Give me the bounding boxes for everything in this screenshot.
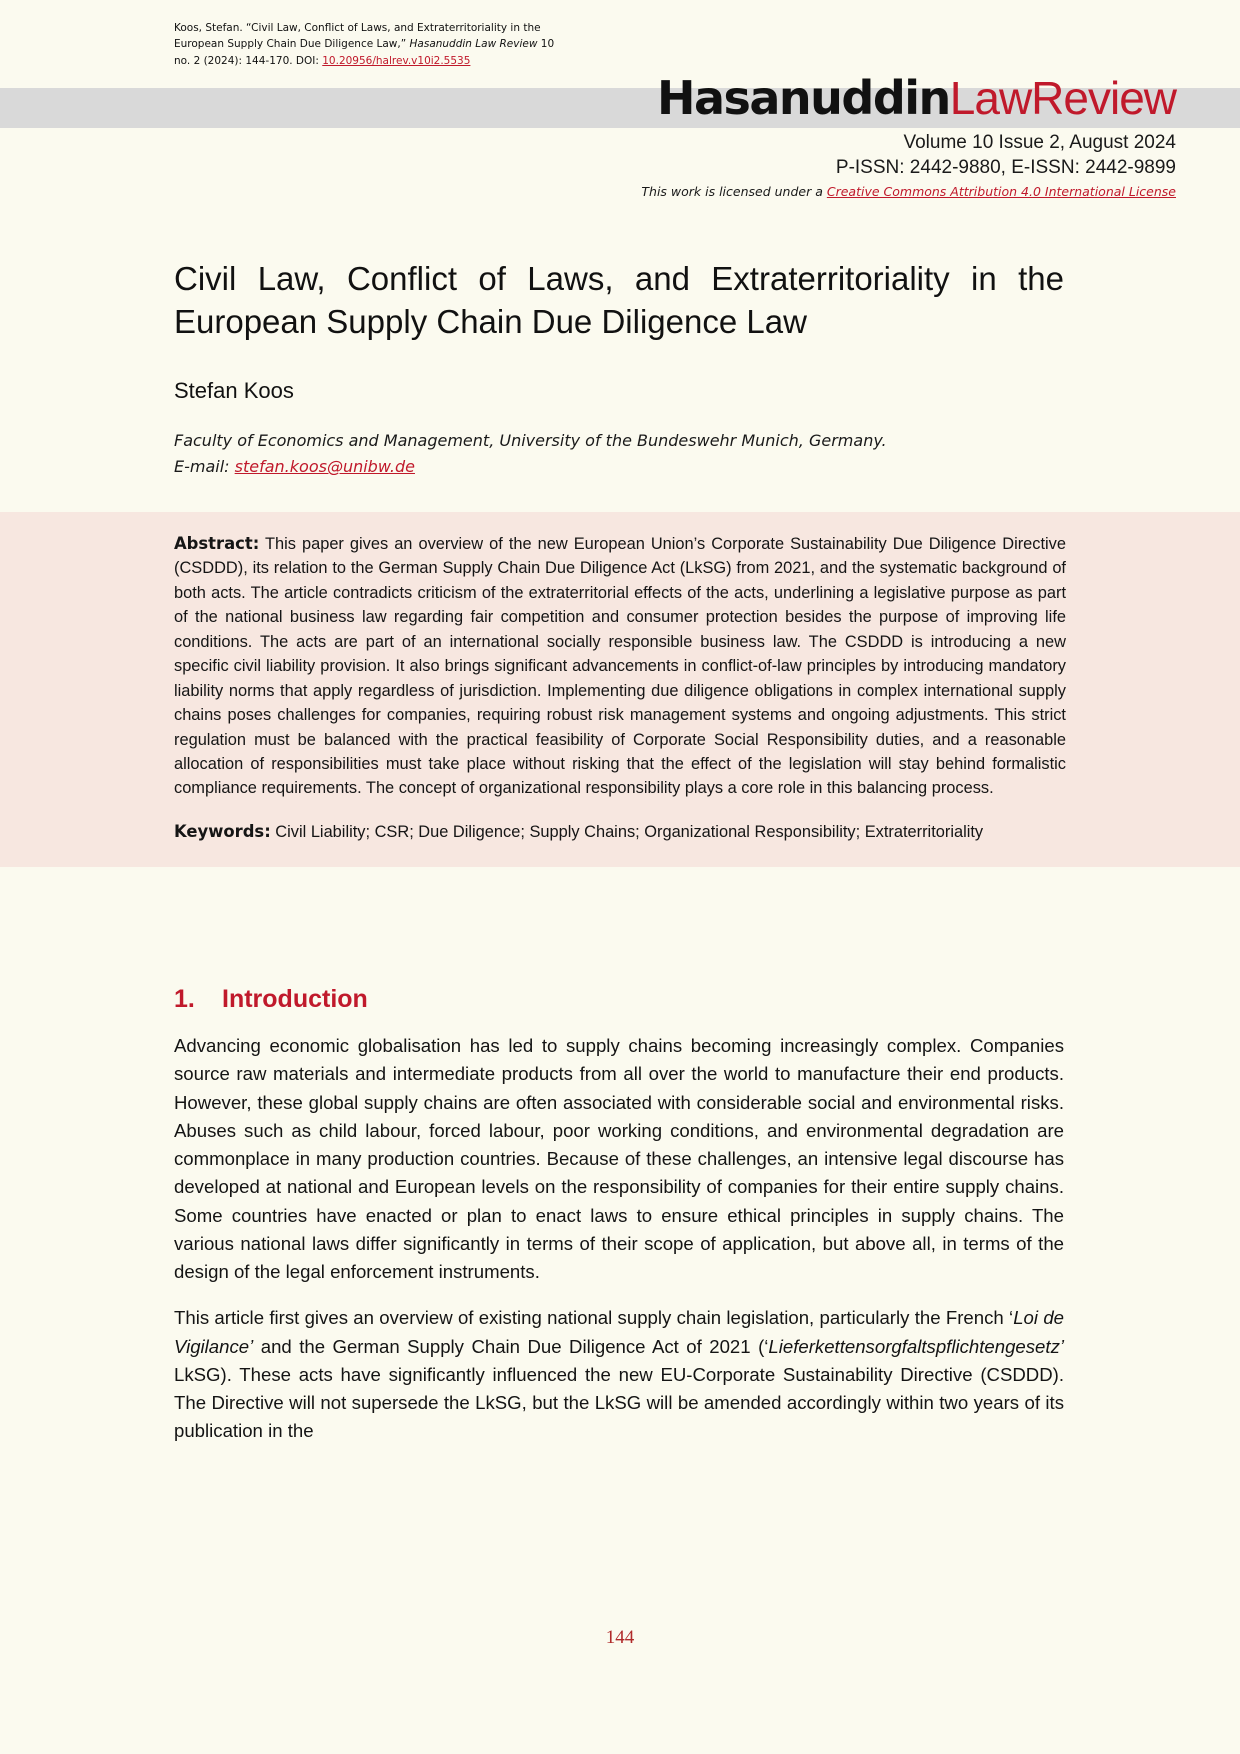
- term-lieferkettensorgfaltspflichtengesetz: Lieferkettensorgfaltspflichtengesetz’: [768, 1335, 1064, 1357]
- abstract-label: Abstract:: [174, 534, 260, 553]
- author-affiliation: [174, 428, 1064, 480]
- masthead-lawreview: LawReview: [949, 72, 1176, 124]
- page-title: Civil Law, Conflict of Laws, and Extraterritoriality in the European Supply Chain Due Diligence Law: [174, 260, 1064, 340]
- citation-header: [174, 20, 574, 69]
- citation-line-1: Koos, Stefan. “Civil Law, Conflict of Laws, and Extraterritoriality in the: [174, 22, 541, 34]
- paragraph-1: Advancing economic globalisation has led to supply chains becoming increasingly complex. Companies source raw materials and intermediate products from all over the world to manufacture their end products. However, these global supply chains are often associated with considerable social and environmental risks. Abuses such as child labour, forced labour, poor working conditions, and environmental degradation are commonplace in many production countries. Because of these challenges, an intensive legal discourse has developed at national and European levels on the responsibility of companies for their entire supply chains. Some countries have enacted or plan to enact laws to ensure ethical principles in supply chains. The various national laws differ significantly in terms of their scope of application, but above all, in terms of the design of the legal enforcement instruments.: [174, 1035, 1064, 1282]
- paragraph-2: [174, 1304, 1064, 1445]
- keywords-label: Keywords:: [174, 821, 271, 841]
- journal-masthead: [656, 71, 1176, 125]
- section-number: 1.: [174, 985, 195, 1013]
- abstract-text: [174, 532, 1066, 801]
- citation-line-3-plain: no. 2 (2024): 144-170. DOI:: [174, 54, 323, 67]
- citation-volume: 10: [537, 38, 555, 51]
- paragraph-2-part-3: LkSG). These acts have significantly influenced the new EU-Corporate Sustainability Directive (CSDDD). The Directive will not supersede the LkSG, but the LkSG will be amended accordingly within two years of its publication in the: [174, 1363, 1064, 1442]
- paragraph-2-part-1: This article first gives an overview of existing national supply chain legislation, particularly the French ‘: [174, 1307, 1014, 1329]
- doi-link[interactable]: 10.20956/halrev.v10i2.5535: [322, 54, 471, 67]
- author-name: Stefan Koos: [174, 378, 294, 403]
- affiliation-text: Faculty of Economics and Management, University of the Bundeswehr Munich, Germany.: [174, 431, 887, 450]
- section-heading-introduction: [174, 985, 368, 1014]
- issue-line: Volume 10 Issue 2, August 2024: [903, 132, 1176, 153]
- masthead-hasanuddin: Hasanuddin: [656, 71, 950, 125]
- citation-line-2-plain: European Supply Chain Due Diligence Law,”: [174, 38, 410, 51]
- abstract-body-text: This paper gives an overview of the new European Union’s Corporate Sustainability Due Diligence Directive (CSDDD), its relation to the German Supply Chain Due Diligence Act (LkSG) from 2021, and the systematic background of both acts. The article contradicts criticism of the extraterritorial effects of the acts, underlining a legislative purpose as part of the national business law regarding fair competition and consumer protection besides the purpose of improving life conditions. The acts are part of an international socially responsible business law. The CSDDD is introducing a new specific civil liability provision. It also brings significant advancements in conflict-of-law principles by introducing mandatory liability norms that apply regardless of jurisdiction. Implementing due diligence obligations in complex international supply chains poses challenges for companies, requiring robust risk management systems and ongoing adjustments. This strict regulation must be balanced with the practical feasibility of Corporate Social Responsibility duties, and a reasonable allocation of responsibilities must take place without risking that the effect of the legislation will stay behind formalistic compliance requirements. The concept of organizational responsibility plays a core role in this balancing process.: [174, 535, 1066, 798]
- issn-line: P-ISSN: 2442-9880, E-ISSN: 2442-9899: [835, 157, 1176, 178]
- license-prefix: This work is licensed under a: [641, 184, 827, 199]
- keywords-text: Civil Liability; CSR; Due Diligence; Supply Chains; Organizational Responsibility; Extraterritoriality: [270, 822, 984, 841]
- term-loi-de-vigilance: Loi de Vigilance’: [174, 1307, 1065, 1357]
- abstract-panel: [0, 512, 1240, 867]
- body-content: [174, 1032, 1064, 1464]
- page-number: 144: [605, 1627, 635, 1648]
- email-link[interactable]: stefan.koos@unibw.de: [234, 456, 415, 476]
- email-label: E-mail:: [174, 456, 235, 476]
- citation-journal-name: Hasanuddin Law Review: [409, 38, 538, 51]
- paragraph-2-part-2: and the German Supply Chain Due Diligence Act of 2021 (‘: [253, 1335, 769, 1357]
- keywords-line: [174, 820, 1066, 845]
- license-line: [641, 184, 1176, 199]
- license-link[interactable]: Creative Commons Attribution 4.0 International License: [826, 184, 1176, 199]
- section-title: Introduction: [222, 985, 368, 1013]
